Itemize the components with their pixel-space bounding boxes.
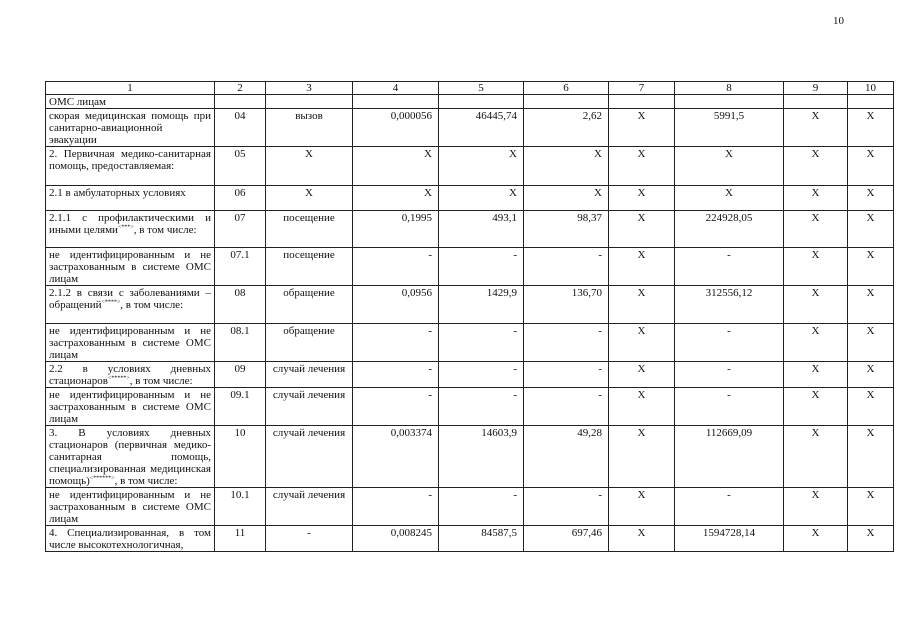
row-label-cell xyxy=(46,211,215,248)
row-label: 3. В условиях дневных стационаров (первичная медико-санитарная помощь, специализированная медицинская помощь) xyxy=(49,427,211,487)
col-header: 6 xyxy=(524,82,609,95)
cell-c8: 224928,05 xyxy=(675,211,784,248)
cell-c3: обращение xyxy=(266,286,353,324)
row-label: 2.1 в амбулаторных условиях xyxy=(49,187,186,199)
cell-c3: случай лечения xyxy=(266,426,353,488)
row-label-cell xyxy=(46,286,215,324)
cell-c7: X xyxy=(609,488,675,526)
cell-c2 xyxy=(215,95,266,109)
row-label-cell xyxy=(46,324,215,362)
cell-c5: 46445,74 xyxy=(439,109,524,147)
cell-c8: - xyxy=(675,324,784,362)
cell-c10: X xyxy=(848,362,894,388)
col-header: 1 xyxy=(46,82,215,95)
row-label: не идентифицированным и не застрахованным в системе ОМС лицам xyxy=(49,325,211,361)
cell-c10: X xyxy=(848,488,894,526)
cell-c4: - xyxy=(353,488,439,526)
table-row xyxy=(46,186,894,211)
cell-c6: 136,70 xyxy=(524,286,609,324)
cell-c6: X xyxy=(524,147,609,186)
cell-c9: X xyxy=(784,248,848,286)
row-label: 2.1.1 с профилактическими и иными целями xyxy=(49,212,211,236)
row-label-cell xyxy=(46,95,215,109)
cell-c9: X xyxy=(784,324,848,362)
cell-c3: случай лечения xyxy=(266,362,353,388)
col-header: 7 xyxy=(609,82,675,95)
table-row xyxy=(46,248,894,286)
cell-c7: X xyxy=(609,286,675,324)
cell-c5: - xyxy=(439,388,524,426)
cell-c4: 0,003374 xyxy=(353,426,439,488)
cell-c3: случай лечения xyxy=(266,488,353,526)
cell-c10: X xyxy=(848,526,894,552)
header-row xyxy=(46,82,894,95)
cell-c5 xyxy=(439,95,524,109)
cell-c8: 312556,12 xyxy=(675,286,784,324)
cell-c5: - xyxy=(439,362,524,388)
row-label-cell xyxy=(46,362,215,388)
row-label-cell xyxy=(46,109,215,147)
col-header: 3 xyxy=(266,82,353,95)
cell-c7: X xyxy=(609,526,675,552)
cell-c9: X xyxy=(784,526,848,552)
data-table xyxy=(45,81,894,552)
cell-c7: X xyxy=(609,388,675,426)
cell-c10: X xyxy=(848,286,894,324)
cell-c2: 10.1 xyxy=(215,488,266,526)
cell-c8: - xyxy=(675,362,784,388)
cell-c4: - xyxy=(353,248,439,286)
cell-c3: вызов xyxy=(266,109,353,147)
page-number: 10 xyxy=(833,15,844,27)
cell-c7: X xyxy=(609,109,675,147)
cell-c10: X xyxy=(848,388,894,426)
footnote-marker: <*****> xyxy=(107,375,130,382)
cell-c10: X xyxy=(848,324,894,362)
cell-c9: X xyxy=(784,286,848,324)
cell-c5: - xyxy=(439,324,524,362)
cell-c3: X xyxy=(266,147,353,186)
cell-c10: X xyxy=(848,248,894,286)
cell-c2: 04 xyxy=(215,109,266,147)
cell-c6: 98,37 xyxy=(524,211,609,248)
row-label-cell xyxy=(46,147,215,186)
cell-c6: X xyxy=(524,186,609,211)
cell-c3: случай лечения xyxy=(266,388,353,426)
cell-c10: X xyxy=(848,426,894,488)
cell-c8: - xyxy=(675,488,784,526)
cell-c3: X xyxy=(266,186,353,211)
cell-c7: X xyxy=(609,426,675,488)
cell-c4 xyxy=(353,95,439,109)
cell-c9: X xyxy=(784,362,848,388)
cell-c8: - xyxy=(675,248,784,286)
footnote-marker: <***> xyxy=(117,224,134,231)
cell-c9 xyxy=(784,95,848,109)
cell-c2: 11 xyxy=(215,526,266,552)
cell-c4: 0,0956 xyxy=(353,286,439,324)
footnote-marker: <******> xyxy=(89,475,115,482)
col-header: 10 xyxy=(848,82,894,95)
cell-c2: 08.1 xyxy=(215,324,266,362)
row-label: не идентифицированным и не застрахованным в системе ОМС лицам xyxy=(49,489,211,525)
cell-c2: 09.1 xyxy=(215,388,266,426)
cell-c6: - xyxy=(524,488,609,526)
cell-c2: 09 xyxy=(215,362,266,388)
table-row xyxy=(46,426,894,488)
row-label: не идентифицированным и не застрахованным в системе ОМС лицам xyxy=(49,249,211,285)
cell-c6: 2,62 xyxy=(524,109,609,147)
cell-c9: X xyxy=(784,488,848,526)
cell-c5: 493,1 xyxy=(439,211,524,248)
cell-c10 xyxy=(848,95,894,109)
cell-c7: X xyxy=(609,248,675,286)
cell-c4: - xyxy=(353,362,439,388)
cell-c7: X xyxy=(609,324,675,362)
cell-c5: - xyxy=(439,248,524,286)
cell-c8: X xyxy=(675,186,784,211)
cell-c6: - xyxy=(524,324,609,362)
cell-c2: 06 xyxy=(215,186,266,211)
row-label: 2.2 в условиях дневных стационаров xyxy=(49,363,211,387)
cell-c10: X xyxy=(848,147,894,186)
cell-c8 xyxy=(675,95,784,109)
table-row xyxy=(46,526,894,552)
cell-c2: 07.1 xyxy=(215,248,266,286)
cell-c5: 1429,9 xyxy=(439,286,524,324)
row-label: не идентифицированным и не застрахованным в системе ОМС лицам xyxy=(49,389,211,425)
cell-c7: X xyxy=(609,147,675,186)
cell-c9: X xyxy=(784,211,848,248)
row-label: 4. Специализированная, в том числе высокотехнологичная, xyxy=(49,527,211,551)
cell-c7: X xyxy=(609,186,675,211)
cell-c6: - xyxy=(524,388,609,426)
cell-c7: X xyxy=(609,362,675,388)
cell-c9: X xyxy=(784,388,848,426)
cell-c3: посещение xyxy=(266,211,353,248)
row-label: ОМС лицам xyxy=(49,96,106,108)
row-label-cell xyxy=(46,186,215,211)
cell-c6: 697,46 xyxy=(524,526,609,552)
cell-c3: - xyxy=(266,526,353,552)
cell-c5: X xyxy=(439,186,524,211)
cell-c8: X xyxy=(675,147,784,186)
row-label-cell xyxy=(46,388,215,426)
row-label-cell xyxy=(46,526,215,552)
table-row xyxy=(46,109,894,147)
col-header: 5 xyxy=(439,82,524,95)
cell-c5: 14603,9 xyxy=(439,426,524,488)
cell-c8: 112669,09 xyxy=(675,426,784,488)
cell-c9: X xyxy=(784,147,848,186)
footnote-marker: <****> xyxy=(101,299,121,306)
cell-c3 xyxy=(266,95,353,109)
cell-c10: X xyxy=(848,109,894,147)
table-row xyxy=(46,211,894,248)
row-label-cell xyxy=(46,488,215,526)
cell-c7: X xyxy=(609,211,675,248)
cell-c7 xyxy=(609,95,675,109)
row-label: скорая медицинская помощь при санитарно-авиационной эвакуации xyxy=(49,110,211,146)
cell-c2: 10 xyxy=(215,426,266,488)
col-header: 9 xyxy=(784,82,848,95)
cell-c4: X xyxy=(353,186,439,211)
col-header: 8 xyxy=(675,82,784,95)
table-row xyxy=(46,488,894,526)
cell-c4: 0,008245 xyxy=(353,526,439,552)
page-bottom-margin xyxy=(0,567,902,639)
cell-c2: 05 xyxy=(215,147,266,186)
cell-c4: 0,000056 xyxy=(353,109,439,147)
cell-c10: X xyxy=(848,211,894,248)
cell-c3: посещение xyxy=(266,248,353,286)
cell-c6 xyxy=(524,95,609,109)
cell-c10: X xyxy=(848,186,894,211)
table-row xyxy=(46,286,894,324)
cell-c5: - xyxy=(439,488,524,526)
cell-c4: X xyxy=(353,147,439,186)
cell-c8: - xyxy=(675,388,784,426)
cell-c3: обращение xyxy=(266,324,353,362)
cell-c6: - xyxy=(524,362,609,388)
row-label: 2.1.2 в связи с заболеваниями – обращений xyxy=(49,287,211,311)
cell-c9: X xyxy=(784,426,848,488)
cell-c9: X xyxy=(784,109,848,147)
row-label-suffix: , в том числе: xyxy=(133,224,197,236)
cell-c4: 0,1995 xyxy=(353,211,439,248)
cell-c2: 08 xyxy=(215,286,266,324)
cell-c8: 5991,5 xyxy=(675,109,784,147)
col-header: 2 xyxy=(215,82,266,95)
cell-c6: - xyxy=(524,248,609,286)
table-row xyxy=(46,388,894,426)
table-row xyxy=(46,324,894,362)
row-label-suffix: , в том числе: xyxy=(129,375,193,387)
cell-c9: X xyxy=(784,186,848,211)
row-label-cell xyxy=(46,426,215,488)
table-row xyxy=(46,362,894,388)
row-label: 2. Первичная медико-санитарная помощь, предоставляемая: xyxy=(49,148,211,172)
row-label-cell xyxy=(46,248,215,286)
cell-c6: 49,28 xyxy=(524,426,609,488)
cell-c8: 1594728,14 xyxy=(675,526,784,552)
cell-c5: X xyxy=(439,147,524,186)
row-label-suffix: , в том числе: xyxy=(114,475,178,487)
table-row xyxy=(46,147,894,186)
table-row xyxy=(46,95,894,109)
row-label-suffix: , в том числе: xyxy=(120,299,184,311)
cell-c4: - xyxy=(353,388,439,426)
cell-c2: 07 xyxy=(215,211,266,248)
cell-c5: 84587,5 xyxy=(439,526,524,552)
cell-c4: - xyxy=(353,324,439,362)
col-header: 4 xyxy=(353,82,439,95)
